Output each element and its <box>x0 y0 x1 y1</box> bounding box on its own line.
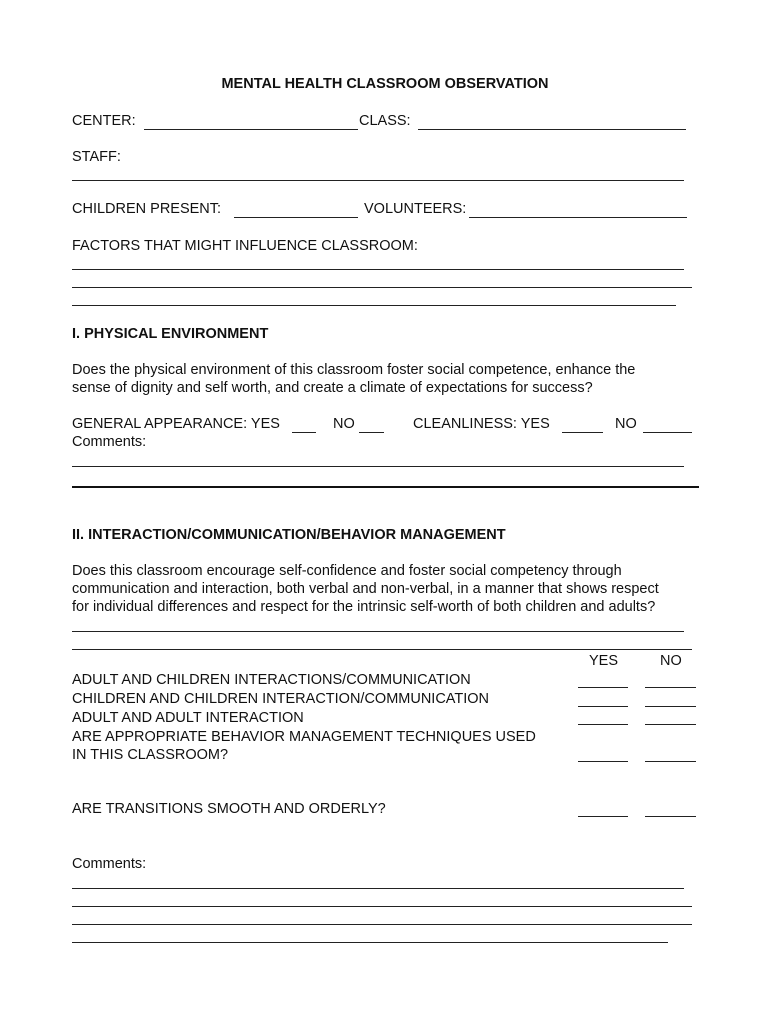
checklist-item: ARE TRANSITIONS SMOOTH AND ORDERLY? <box>72 801 386 817</box>
factors-line-2[interactable] <box>72 287 692 288</box>
checklist-item: ARE APPROPRIATE BEHAVIOR MANAGEMENT TECHNIQUES USED <box>72 729 536 745</box>
section-divider <box>72 486 699 488</box>
section1-question-line-1: Does the physical environment of this classroom foster social competence, enhance the <box>72 362 636 378</box>
factors-label: FACTORS THAT MIGHT INFLUENCE CLASSROOM: <box>72 238 418 254</box>
checklist-item-continued: IN THIS CLASSROOM? <box>72 747 229 763</box>
factors-line-3[interactable] <box>72 305 676 306</box>
section2-heading: II. INTERACTION/COMMUNICATION/BEHAVIOR MANAGEMENT <box>72 527 506 543</box>
section2-question-line-2: communication and interaction, both verbal and non-verbal, in a manner that shows respect <box>72 581 659 597</box>
checklist-yes-field[interactable] <box>578 724 628 725</box>
staff-label: STAFF: <box>72 149 121 165</box>
checklist-no-field[interactable] <box>645 816 696 817</box>
checklist-no-field[interactable] <box>645 724 696 725</box>
checklist-item: CHILDREN AND CHILDREN INTERACTION/COMMUNICATION <box>72 691 490 707</box>
checklist-no-field[interactable] <box>645 706 696 707</box>
section2-answer-line-1[interactable] <box>72 631 684 632</box>
section1-comments-line[interactable] <box>72 466 684 467</box>
checklist-yes-field[interactable] <box>578 706 628 707</box>
section2-question-line-3: for individual differences and respect for the intrinsic self-worth of both children and adults? <box>72 599 656 615</box>
factors-line-1[interactable] <box>72 269 684 270</box>
section2-question-line-1: Does this classroom encourage self-confidence and foster social competency through <box>72 563 622 579</box>
section2-comments-line-2[interactable] <box>72 906 692 907</box>
yes-column-header: YES <box>589 653 619 669</box>
no-column-header: NO <box>660 653 682 669</box>
form-title: MENTAL HEALTH CLASSROOM OBSERVATION <box>221 76 549 92</box>
section2-answer-line-2[interactable] <box>72 649 692 650</box>
section2-comments-line-1[interactable] <box>72 888 684 889</box>
section1-question-line-2: sense of dignity and self worth, and create a climate of expectations for success? <box>72 380 593 396</box>
checklist-yes-field[interactable] <box>578 687 628 688</box>
general-appearance-no-label: NO <box>333 416 355 432</box>
children-present-field[interactable] <box>234 217 358 218</box>
cleanliness-no-label: NO <box>615 416 637 432</box>
volunteers-field[interactable] <box>469 217 687 218</box>
checklist-no-field[interactable] <box>645 687 696 688</box>
section1-comments-label: Comments: <box>72 434 147 450</box>
general-appearance-label: GENERAL APPEARANCE: YES <box>72 416 280 432</box>
checklist-no-field[interactable] <box>645 761 696 762</box>
cleanliness-yes-field[interactable] <box>562 432 603 433</box>
class-field[interactable] <box>418 129 686 130</box>
staff-field[interactable] <box>72 180 684 181</box>
volunteers-label: VOLUNTEERS: <box>364 201 467 217</box>
section2-comments-label: Comments: <box>72 856 147 872</box>
checklist-item: ADULT AND ADULT INTERACTION <box>72 710 304 726</box>
children-present-label: CHILDREN PRESENT: <box>72 201 222 217</box>
checklist-yes-field[interactable] <box>578 761 628 762</box>
section2-comments-line-3[interactable] <box>72 924 692 925</box>
center-field[interactable] <box>144 129 358 130</box>
class-label: CLASS: <box>359 113 411 129</box>
checklist-item: ADULT AND CHILDREN INTERACTIONS/COMMUNICATION <box>72 672 471 688</box>
cleanliness-label: CLEANLINESS: YES <box>413 416 550 432</box>
section2-comments-line-4[interactable] <box>72 942 668 943</box>
section1-heading: I. PHYSICAL ENVIRONMENT <box>72 326 269 342</box>
center-label: CENTER: <box>72 113 136 129</box>
checklist-yes-field[interactable] <box>578 816 628 817</box>
cleanliness-no-field[interactable] <box>643 432 692 433</box>
general-appearance-yes-field[interactable] <box>292 432 316 433</box>
general-appearance-no-field[interactable] <box>359 432 384 433</box>
